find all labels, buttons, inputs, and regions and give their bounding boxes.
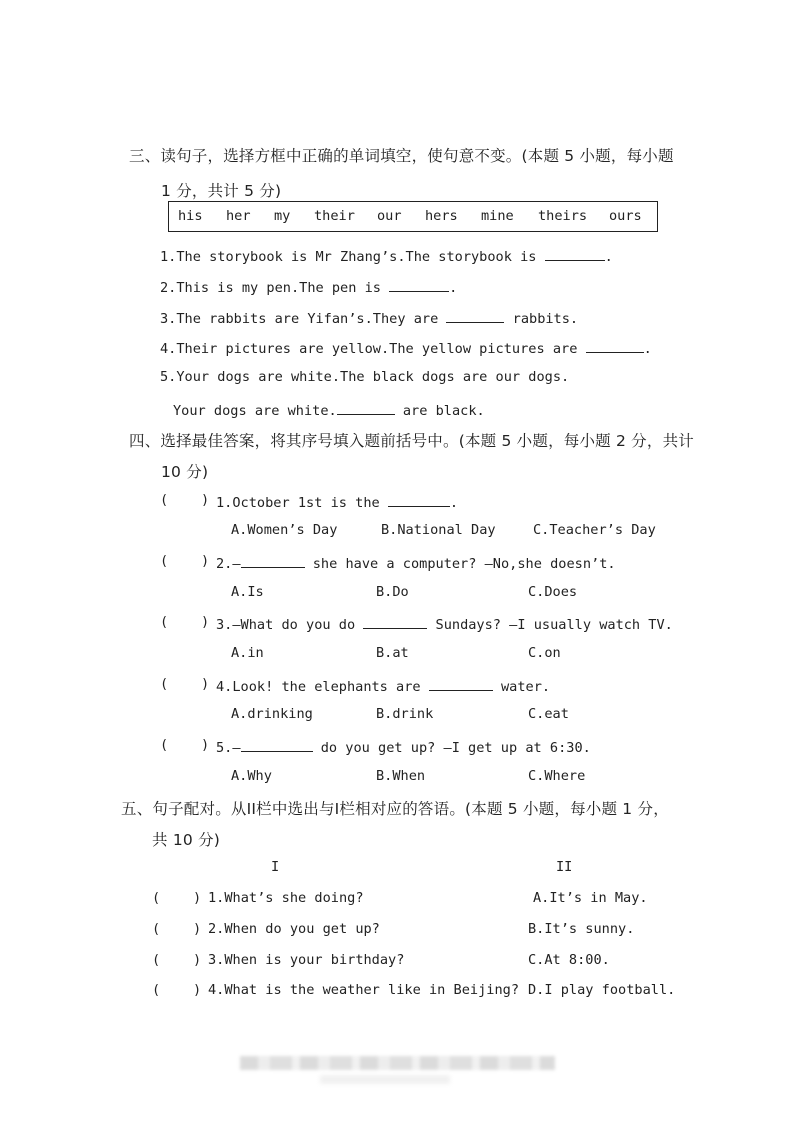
question-text: . <box>449 280 458 296</box>
match-left-item: 1.What’s she doing? <box>208 890 364 906</box>
answer-paren-close: ) <box>193 890 202 906</box>
answer-paren-open: ( <box>160 553 169 569</box>
word-bank-word: theirs <box>538 208 588 224</box>
option-a[interactable]: A.in <box>231 645 264 661</box>
question-text: 3.The rabbits are Yifan’s.They are <box>160 311 447 327</box>
question-text: 2.This is my pen.The pen is <box>160 280 390 296</box>
column-header-i: I <box>271 859 280 875</box>
question-text: 3.—What do you do <box>216 617 364 633</box>
s4-question-4 <box>216 676 550 695</box>
section5-title-line1: 五、句子配对。从II栏中选出与I栏相对应的答语。(本题 5 小题，每小题 1 分， <box>121 800 669 818</box>
match-right-item: B.It’s sunny. <box>528 921 635 937</box>
option-c[interactable]: C.eat <box>528 706 569 722</box>
answer-paren-close: ) <box>193 921 202 937</box>
option-c[interactable]: C.on <box>528 645 561 661</box>
answer-paren-open: ( <box>152 982 161 998</box>
s4-question-3 <box>216 614 673 633</box>
section4-title-line1: 四、选择最佳答案，将其序号填入题前括号中。(本题 5 小题，每小题 2 分，共计 <box>129 432 694 450</box>
blurred-watermark <box>240 1056 555 1070</box>
answer-paren-close: ) <box>201 676 210 692</box>
section3-title-line1: 三、读句子，选择方框中正确的单词填空，使句意不变。(本题 5 小题，每小题 <box>129 147 674 165</box>
answer-paren-close: ) <box>201 737 210 753</box>
option-b[interactable]: B.National Day <box>381 522 496 538</box>
section5-title-line2: 共 10 分) <box>152 831 221 849</box>
question-text: . <box>643 341 652 357</box>
answer-paren-open: ( <box>152 890 161 906</box>
option-a[interactable]: A.Why <box>231 768 272 784</box>
question-text: 4.Look! the elephants are <box>216 679 429 695</box>
answer-blank[interactable] <box>363 614 427 629</box>
match-right-item: C.At 8:00. <box>528 952 610 968</box>
s3-question-2 <box>160 277 457 296</box>
question-text: Your dogs are white. <box>173 403 337 419</box>
answer-paren-close: ) <box>201 614 210 630</box>
option-b[interactable]: B.When <box>376 768 426 784</box>
match-left-item: 4.What is the weather like in Beijing? <box>208 982 519 998</box>
word-bank-word: their <box>314 208 355 224</box>
match-left-item: 3.When is your birthday? <box>208 952 405 968</box>
question-text: Sundays? —I usually watch TV. <box>427 617 673 633</box>
word-bank-word: mine <box>481 208 514 224</box>
answer-blank[interactable] <box>429 676 493 691</box>
word-bank-word: hers <box>425 208 458 224</box>
s4-question-5 <box>216 737 591 756</box>
question-text: . <box>449 495 459 511</box>
section3-title-line2: 1 分，共计 5 分) <box>161 182 282 200</box>
word-bank-word: her <box>226 208 251 224</box>
answer-paren-open: ( <box>160 737 169 753</box>
match-right-item: A.It’s in May. <box>533 890 648 906</box>
question-text: are black. <box>394 403 485 419</box>
answer-paren-close: ) <box>201 492 210 508</box>
blurred-watermark-sub <box>320 1075 450 1084</box>
s4-question-1 <box>216 492 458 511</box>
option-c[interactable]: C.Does <box>528 584 578 600</box>
question-text: she have a computer? —No,she doesn’t. <box>304 556 616 572</box>
question-text: 1.October 1st is the <box>216 495 388 511</box>
answer-blank[interactable] <box>241 737 313 752</box>
question-text: water. <box>492 679 551 695</box>
answer-paren-open: ( <box>160 614 169 630</box>
question-text: 4.Their pictures are yellow.The yellow pictures are <box>160 341 586 357</box>
answer-paren-close: ) <box>193 982 202 998</box>
match-left-item: 2.When do you get up? <box>208 921 380 937</box>
question-text: 5.— <box>216 740 241 756</box>
option-b[interactable]: B.Do <box>376 584 409 600</box>
answer-blank[interactable] <box>337 400 395 415</box>
option-a[interactable]: A.Is <box>231 584 264 600</box>
answer-paren-open: ( <box>152 952 161 968</box>
s3-question-4 <box>160 338 652 357</box>
s4-question-2 <box>216 553 616 572</box>
word-bank-box <box>168 201 658 232</box>
question-text: rabbits. <box>504 311 579 327</box>
answer-blank[interactable] <box>241 553 305 568</box>
answer-blank[interactable] <box>545 246 605 261</box>
word-bank-word: my <box>274 208 291 224</box>
answer-paren-open: ( <box>160 676 169 692</box>
s3-question-1 <box>160 246 613 265</box>
column-header-ii: II <box>556 859 573 875</box>
answer-paren-close: ) <box>201 553 210 569</box>
answer-blank[interactable] <box>586 338 644 353</box>
word-bank-word: ours <box>609 208 642 224</box>
question-text: 1.The storybook is Mr Zhang’s.The storybook is <box>160 249 545 265</box>
s3-question-5-line1: 5.Your dogs are white.The black dogs are our dogs. <box>160 369 570 385</box>
option-b[interactable]: B.drink <box>376 706 434 722</box>
answer-blank[interactable] <box>388 492 450 507</box>
answer-paren-close: ) <box>193 952 202 968</box>
answer-blank[interactable] <box>446 308 504 323</box>
match-right-item: D.I play football. <box>528 982 676 998</box>
option-a[interactable]: A.Women’s Day <box>231 522 338 538</box>
word-bank-word: our <box>377 208 402 224</box>
answer-paren-open: ( <box>160 492 169 508</box>
answer-blank[interactable] <box>389 277 449 292</box>
option-c[interactable]: C.Teacher’s Day <box>533 522 656 538</box>
question-text: . <box>604 249 613 265</box>
s3-question-3 <box>160 308 578 327</box>
section4-title-line2: 10 分) <box>161 463 209 481</box>
answer-paren-open: ( <box>152 921 161 937</box>
option-a[interactable]: A.drinking <box>231 706 313 722</box>
question-text: do you get up? —I get up at 6:30. <box>312 740 591 756</box>
word-bank-word: his <box>178 208 203 224</box>
option-c[interactable]: C.Where <box>528 768 586 784</box>
option-b[interactable]: B.at <box>376 645 409 661</box>
question-text: 2.— <box>216 556 241 572</box>
s3-question-5-line2 <box>173 400 485 419</box>
